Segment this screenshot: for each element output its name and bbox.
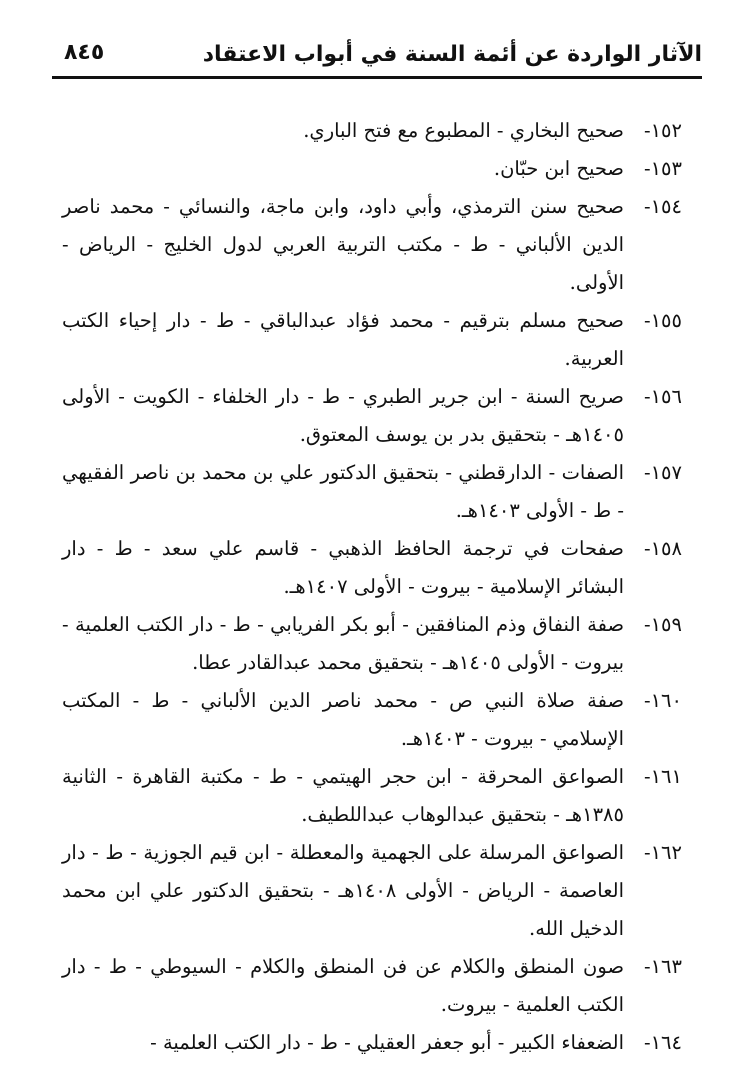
entry-text: الضعفاء الكبير - أبو جعفر العقيلي - ط - دار الكتب العلمية - [150, 1031, 624, 1054]
bibliography-entry [62, 150, 682, 188]
entry-number: ١٦٢- [643, 841, 682, 864]
bibliography-entry [62, 948, 682, 1024]
running-title: الآثار الواردة عن أئمة السنة في أبواب الاعتقاد [202, 42, 702, 67]
entry-text: صفة النفاق وذم المنافقين - أبو بكر الفريابي - ط - دار الكتب العلمية - بيروت - الأولى ١٤٠٥هـ - بتحقيق محمد عبدالقادر عطا. [62, 613, 624, 674]
entry-text: صحيح مسلم بترقيم - محمد فؤاد عبدالباقي - ط - دار إحياء الكتب العربية. [62, 309, 624, 370]
entry-number: ١٥٤- [643, 195, 682, 218]
entry-text: صحيح سنن الترمذي، وأبي داود، وابن ماجة، والنسائي - محمد ناصر الدين الألباني - ط - مكتب التربية العربي لدول الخليج - الرياض - الأولى. [62, 195, 624, 294]
page-header [52, 40, 702, 74]
entry-number: ١٥٥- [643, 309, 682, 332]
bibliography-entry [62, 682, 682, 758]
entry-text: صريح السنة - ابن جرير الطبري - ط - دار الخلفاء - الكويت - الأولى ١٤٠٥هـ - بتحقيق بدر بن يوسف المعتوق. [62, 385, 624, 446]
bibliography-entry [62, 606, 682, 682]
entry-text: صحيح ابن حبّان. [493, 157, 624, 180]
entry-number: ١٦٤- [643, 1031, 682, 1054]
page-number: ٨٤٥ [64, 40, 105, 65]
bibliography-entry [62, 758, 682, 834]
bibliography-entry [62, 1024, 682, 1062]
entry-number: ١٥٣- [643, 157, 682, 180]
bibliography-entry [62, 112, 682, 150]
entry-number: ١٥٧- [643, 461, 682, 484]
bibliography-entry [62, 378, 682, 454]
entry-number: ١٥٢- [643, 119, 682, 142]
entry-text: الصفات - الدارقطني - بتحقيق الدكتور علي بن محمد بن ناصر الفقيهي - ط - الأولى ١٤٠٣هـ. [62, 461, 624, 522]
bibliography-entry [62, 834, 682, 948]
entry-number: ١٥٨- [643, 537, 682, 560]
entry-text: صحيح البخاري - المطبوع مع فتح الباري. [303, 119, 624, 142]
header-rule [52, 76, 702, 79]
entry-number: ١٦١- [643, 765, 682, 788]
entry-number: ١٥٦- [643, 385, 682, 408]
entry-number: ١٦٠- [643, 689, 682, 712]
entry-text: صون المنطق والكلام عن فن المنطق والكلام - السيوطي - ط - دار الكتب العلمية - بيروت. [62, 955, 624, 1016]
entry-number: ١٦٣- [643, 955, 682, 978]
entry-text: صفحات في ترجمة الحافظ الذهبي - قاسم علي سعد - ط - دار البشائر الإسلامية - بيروت - الأولى ١٤٠٧هـ. [62, 537, 624, 598]
bibliography-entry [62, 530, 682, 606]
bibliography-list [62, 112, 682, 1062]
entry-text: الصواعق المحرقة - ابن حجر الهيتمي - ط - مكتبة القاهرة - الثانية ١٣٨٥هـ - بتحقيق عبدالوهاب عبداللطيف. [62, 765, 624, 826]
bibliography-entry [62, 454, 682, 530]
bibliography-entry [62, 302, 682, 378]
bibliography-entry [62, 188, 682, 302]
entry-text: صفة صلاة النبي ص - محمد ناصر الدين الألباني - ط - المكتب الإسلامي - بيروت - ١٤٠٣هـ. [62, 689, 624, 750]
entry-text: الصواعق المرسلة على الجهمية والمعطلة - ابن قيم الجوزية - ط - دار العاصمة - الرياض - الأولى ١٤٠٨هـ - بتحقيق الدكتور علي ابن محمد الدخيل الله. [62, 841, 624, 940]
entry-number: ١٥٩- [643, 613, 682, 636]
